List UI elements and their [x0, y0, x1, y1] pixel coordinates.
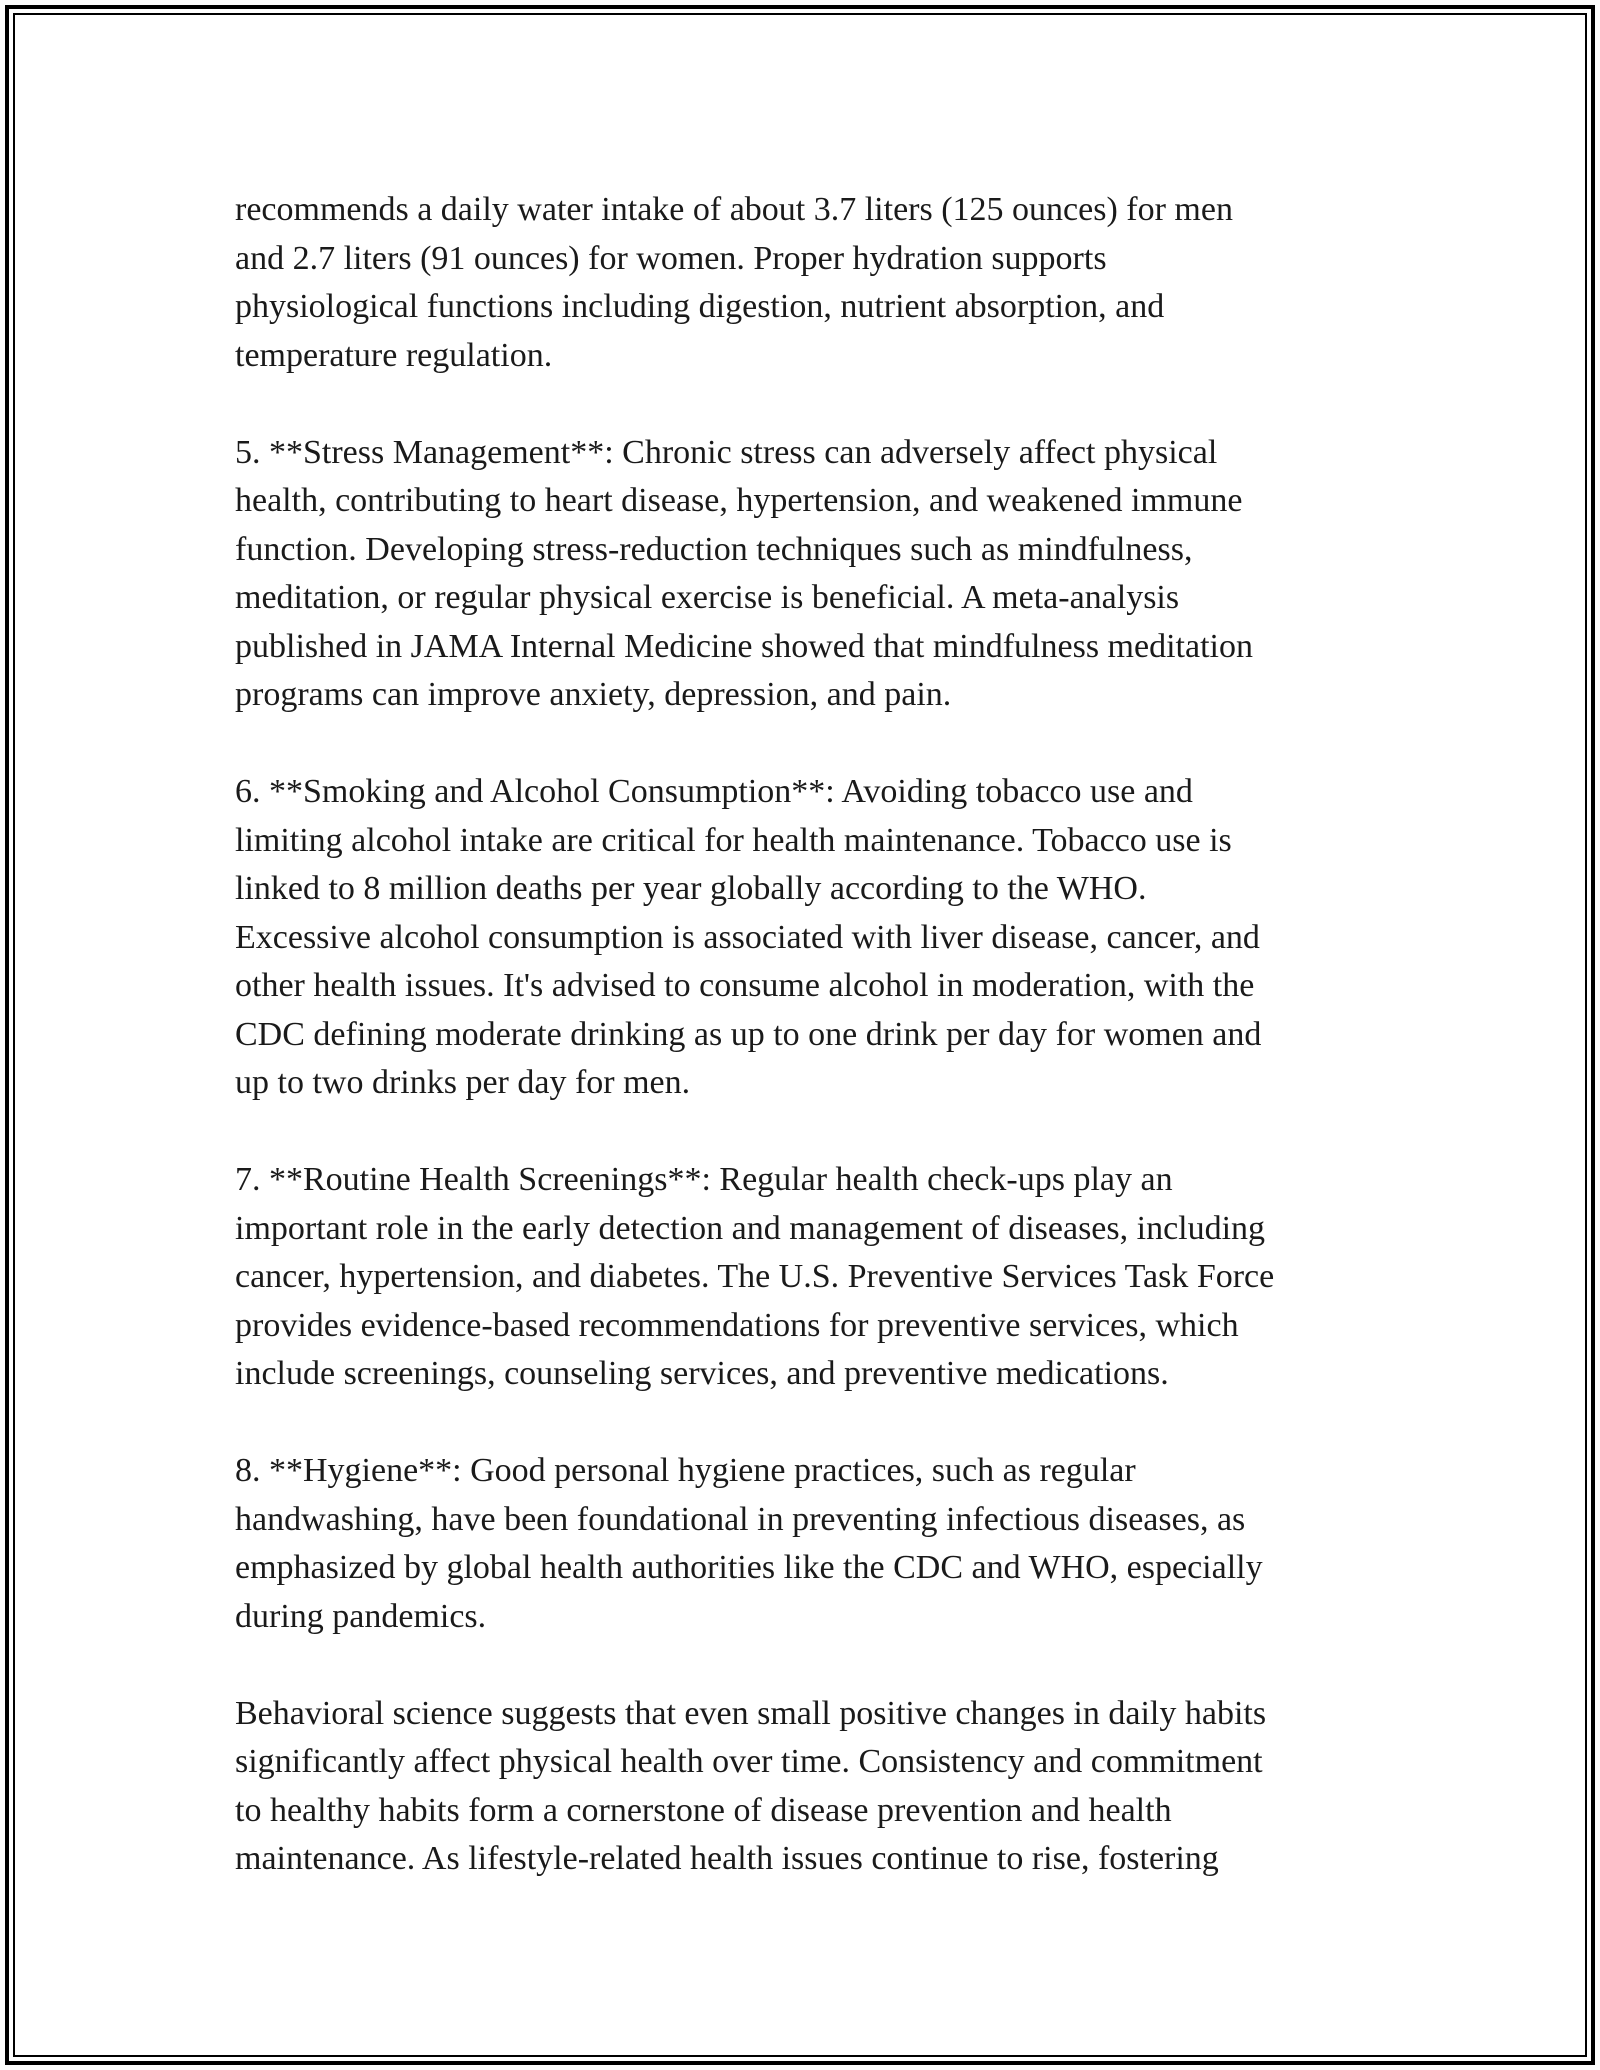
text-line: limiting alcohol intake are critical for health maintenance. Tobacco use is — [235, 821, 1232, 859]
paragraph-hydration-continued — [235, 186, 1370, 380]
text-line: 6. **Smoking and Alcohol Consumption**: Avoiding tobacco use and — [235, 773, 1193, 810]
text-line: programs can improve anxiety, depression, and pain. — [235, 676, 952, 713]
text-line: cancer, hypertension, and diabetes. The U.S. Preventive Services Task Force — [235, 1258, 1275, 1295]
text-line: include screenings, counseling services, and preventive medications. — [235, 1355, 1169, 1392]
paragraph-stress-management — [235, 429, 1370, 720]
text-line: during pandemics. — [235, 1597, 487, 1635]
document-body — [235, 186, 1370, 1884]
text-line: Behavioral science suggests that even small positive changes in daily habits — [235, 1694, 1267, 1732]
text-line: CDC defining moderate drinking as up to one drink per day for women and — [235, 1015, 1262, 1053]
text-line: maintenance. As lifestyle-related health issues continue to rise, fostering — [235, 1840, 1219, 1877]
text-line: function. Developing stress-reduction techniques such as mindfulness, — [235, 530, 1193, 568]
text-line: and 2.7 liters (91 ounces) for women. Proper hydration supports — [235, 239, 1107, 277]
text-line: significantly affect physical health over time. Consistency and commitment — [235, 1743, 1263, 1780]
text-line: handwashing, have been foundational in preventing infectious diseases, as — [235, 1500, 1246, 1538]
text-line: Excessive alcohol consumption is associated with liver disease, cancer, and — [235, 918, 1260, 956]
text-line: emphasized by global health authorities like the CDC and WHO, especially — [235, 1549, 1263, 1586]
text-line: to healthy habits form a cornerstone of disease prevention and health — [235, 1791, 1172, 1829]
text-line: important role in the early detection and management of diseases, including — [235, 1209, 1266, 1247]
text-line: linked to 8 million deaths per year globally according to the WHO. — [235, 870, 1147, 907]
paragraph-health-screenings — [235, 1156, 1370, 1399]
paragraph-hygiene — [235, 1447, 1370, 1641]
text-line: temperature regulation. — [235, 336, 553, 374]
text-line: 7. **Routine Health Screenings**: Regular health check-ups play an — [235, 1161, 1173, 1198]
text-line: provides evidence-based recommendations for preventive services, which — [235, 1306, 1239, 1344]
text-line: up to two drinks per day for men. — [235, 1064, 691, 1101]
text-line: recommends a daily water intake of about 3.7 liters (125 ounces) for men — [235, 191, 1233, 228]
paragraph-smoking-alcohol — [235, 768, 1370, 1108]
text-line: 5. **Stress Management**: Chronic stress can adversely affect physical — [235, 433, 1218, 471]
text-line: other health issues. It's advised to consume alcohol in moderation, with the — [235, 967, 1255, 1004]
text-line: 8. **Hygiene**: Good personal hygiene practices, such as regular — [235, 1452, 1136, 1489]
text-line: published in JAMA Internal Medicine showed that mindfulness meditation — [235, 627, 1253, 665]
text-line: physiological functions including digestion, nutrient absorption, and — [235, 288, 1165, 325]
paragraph-behavioral-science — [235, 1690, 1370, 1884]
text-line: meditation, or regular physical exercise is beneficial. A meta-analysis — [235, 579, 1180, 616]
text-line: health, contributing to heart disease, hypertension, and weakened immune — [235, 482, 1243, 519]
